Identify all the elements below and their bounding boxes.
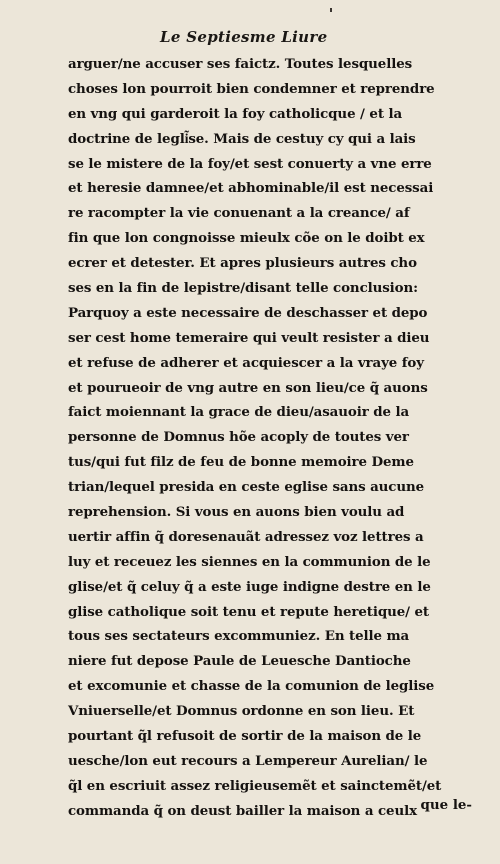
text-line: doctrine de legli͂se. Mais de cestuy cy qui a lais: [68, 130, 416, 147]
text-line: reprehension. Si vous en auons bien voulu ad: [68, 504, 405, 521]
text-line: ser cest home temeraire qui veult resister a dieu: [68, 329, 430, 346]
text-line: et excomunie et chasse de la comunion de leglise: [68, 678, 435, 695]
text-line: ses en la fin de lepistre/disant telle conclusion:: [68, 280, 418, 297]
printer-mark: [330, 8, 332, 12]
running-title: Le Septiesme Liure: [160, 28, 328, 46]
text-line: commanda q̃ on deust bailler la maison a ceulx: [68, 802, 417, 819]
text-body: [68, 52, 488, 824]
text-line: niere fut depose Paule de Leuesche Dantioche: [68, 653, 411, 670]
text-line: tus/qui fut filz de feu de bonne memoire Deme: [68, 454, 414, 471]
text-line: faict moiennant la grace de dieu/asauoir de la: [68, 404, 410, 421]
text-line: tous ses sectateurs excommuniez. En telle ma: [68, 628, 410, 645]
text-line: personne de Domnus hõe acoply de toutes ver: [68, 429, 409, 446]
text-line: uesche/lon eut recours a Lempereur Aurelian/ le: [68, 752, 428, 769]
text-line: Parquoy a este necessaire de deschasser et depo: [68, 304, 428, 321]
text-line: trian/lequel presida en ceste eglise sans aucune: [68, 479, 425, 496]
text-line: glise/et q̃ celuy q̃ a este iuge indigne destre en le: [68, 578, 431, 595]
text-line: pourtant q̃l refusoit de sortir de la maison de le: [68, 728, 422, 745]
catchword: que le-: [420, 797, 472, 813]
text-line: q̃l en escriuit assez religieusemẽt et sainctemẽt/et: [68, 777, 442, 794]
text-line: et heresie damnee/et abhominable/il est necessai: [68, 180, 434, 197]
text-line: Vniuerselle/et Domnus ordonne en son lieu. Et: [68, 703, 415, 720]
text-line: fin que lon congnoisse mieulx cõe on le doibt ex: [68, 230, 425, 247]
text-line: uertir affin q̃ doresenauãt adressez voz lettres a: [68, 528, 424, 545]
text-line: glise catholique soit tenu et repute heretique/ et: [68, 603, 430, 620]
text-line: ecrer et detester. Et apres plusieurs autres cho: [68, 255, 417, 272]
text-line: re racompter la vie conuenant a la creance/ af: [68, 205, 410, 222]
text-line: et pourueoir de vng autre en son lieu/ce q̃ auons: [68, 379, 428, 396]
text-line: se le mistere de la foy/et sest conuerty a vne erre: [68, 155, 432, 172]
text-line: arguer/ne accuser ses faictz. Toutes lesquelles: [68, 56, 413, 72]
text-line: et refuse de adherer et acquiescer a la vraye foy: [68, 354, 424, 371]
text-line: luy et receuez les siennes en la communion de le: [68, 553, 431, 570]
text-line: en vng qui garderoit la foy catholicque / et la: [68, 105, 403, 122]
text-line: choses lon pourroit bien condemner et reprendre: [68, 80, 435, 97]
